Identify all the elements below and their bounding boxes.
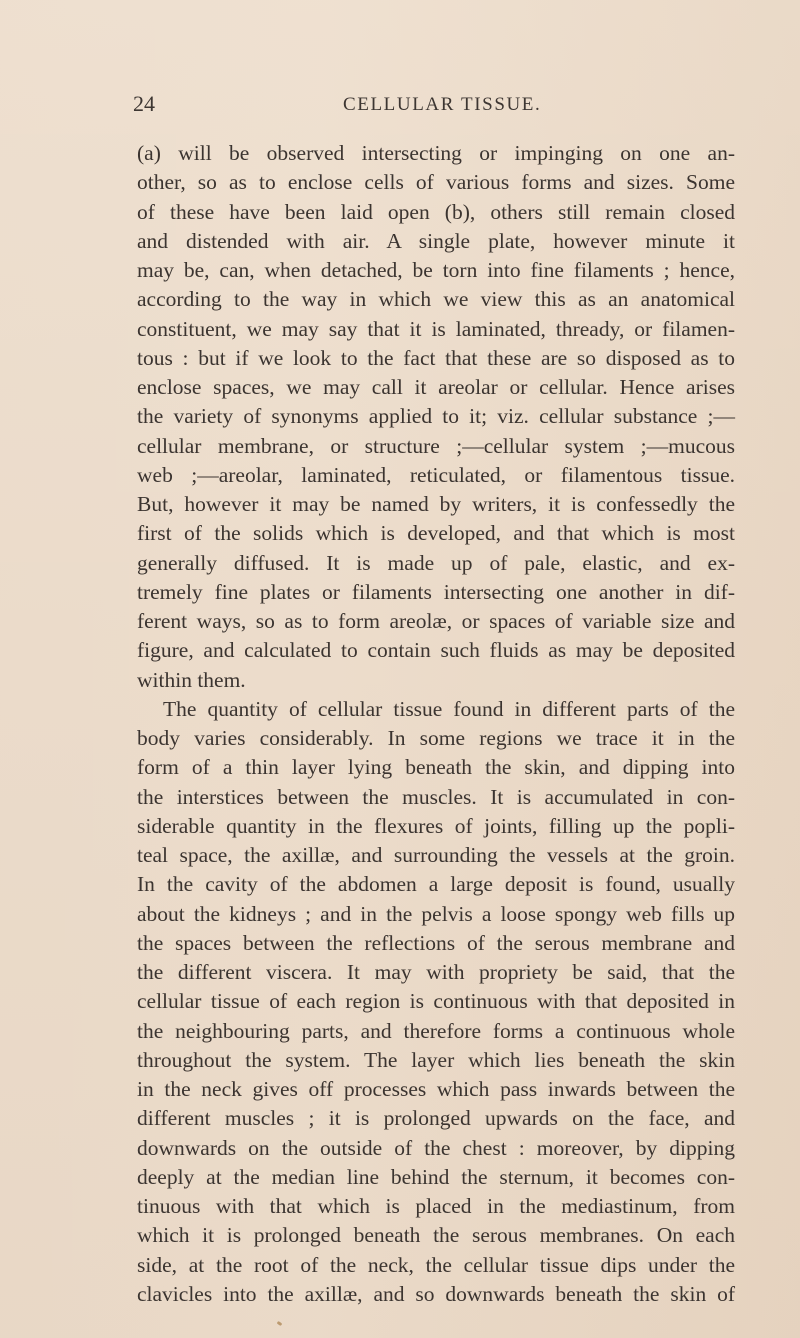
text-line: web ;—areolar, laminated, reticulated, or filamentous tissue. bbox=[137, 462, 735, 487]
text-line: deeply at the median line behind the sternum, it becomes con- bbox=[137, 1164, 735, 1189]
text-line: teal space, the axillæ, and surrounding the vessels at the groin. bbox=[137, 843, 735, 867]
text-line: The quantity of cellular tissue found in different parts of the bbox=[163, 696, 735, 721]
page-number: 24 bbox=[133, 91, 155, 116]
text-line: tinuous with that which is placed in the mediastinum, from bbox=[137, 1194, 735, 1218]
text-line: within them. bbox=[137, 667, 246, 692]
text-line: side, at the root of the neck, the cellular tissue dips under the bbox=[137, 1252, 735, 1277]
text-line: which it is prolonged beneath the serous membranes. On each bbox=[137, 1223, 735, 1248]
text-line: the interstices between the muscles. It is accumulated in con- bbox=[137, 784, 735, 809]
paragraph-2 bbox=[137, 695, 735, 1309]
text-line: cellular tissue of each region is continuous with that deposited in bbox=[137, 989, 735, 1014]
text-line: other, so as to enclose cells of various forms and sizes. Some bbox=[137, 170, 735, 195]
text-line: tous : but if we look to the fact that these are so disposed as to bbox=[137, 345, 735, 370]
text-line: and distended with air. A single plate, however minute it bbox=[137, 228, 735, 253]
text-line: the variety of synonyms applied to it; viz. cellular substance ;— bbox=[137, 404, 735, 429]
text-line: may be, can, when detached, be torn into fine filaments ; hence, bbox=[137, 258, 735, 282]
text-line: in the neck gives off processes which pass inwards between the bbox=[137, 1077, 735, 1101]
text-line: according to the way in which we view this as an anatomical bbox=[137, 287, 735, 312]
text-line: (a) will be observed intersecting or impinging on one an- bbox=[137, 141, 735, 165]
text-line: siderable quantity in the flexures of joints, filling up the popli- bbox=[137, 813, 735, 838]
text-line: different muscles ; it is prolonged upwards on the face, and bbox=[137, 1106, 735, 1131]
text-line: tremely fine plates or filaments intersecting one another in dif- bbox=[137, 579, 735, 604]
running-head bbox=[133, 90, 735, 118]
text-line: the different viscera. It may with propriety be said, that the bbox=[137, 960, 735, 984]
text-line: figure, and calculated to contain such fluids as may be deposited bbox=[137, 638, 735, 663]
paper-speck bbox=[277, 1321, 283, 1326]
text-line: form of a thin layer lying beneath the skin, and dipping into bbox=[137, 755, 735, 780]
text-line: enclose spaces, we may call it areolar or cellular. Hence arises bbox=[137, 375, 735, 399]
text-line: first of the solids which is developed, and that which is most bbox=[137, 521, 735, 546]
body-text bbox=[137, 139, 735, 1309]
text-line: body varies considerably. In some regions we trace it in the bbox=[137, 726, 735, 750]
text-line: the neighbouring parts, and therefore forms a continuous whole bbox=[137, 1018, 735, 1043]
text-line: constituent, we may say that it is laminated, thready, or filamen- bbox=[137, 316, 735, 341]
text-line: cellular membrane, or structure ;—cellular system ;—mucous bbox=[137, 433, 735, 458]
text-line: the spaces between the reflections of the serous membrane and bbox=[137, 930, 735, 955]
running-title: CELLULAR TISSUE. bbox=[343, 94, 542, 115]
text-line: downwards on the outside of the chest : moreover, by dipping bbox=[137, 1135, 735, 1160]
text-line: throughout the system. The layer which lies beneath the skin bbox=[137, 1047, 735, 1072]
text-line: ferent ways, so as to form areolæ, or spaces of variable size and bbox=[137, 609, 735, 633]
text-line: of these have been laid open (b), others still remain closed bbox=[137, 199, 735, 224]
text-line: clavicles into the axillæ, and so downwards beneath the skin of bbox=[137, 1281, 735, 1306]
paragraph-1 bbox=[137, 139, 735, 695]
text-line: But, however it may be named by writers, it is confessedly the bbox=[137, 492, 735, 516]
text-line: In the cavity of the abdomen a large deposit is found, usually bbox=[137, 872, 735, 897]
text-line: generally diffused. It is made up of pale, elastic, and ex- bbox=[137, 550, 735, 575]
text-line: about the kidneys ; and in the pelvis a loose spongy web fills up bbox=[137, 901, 735, 926]
